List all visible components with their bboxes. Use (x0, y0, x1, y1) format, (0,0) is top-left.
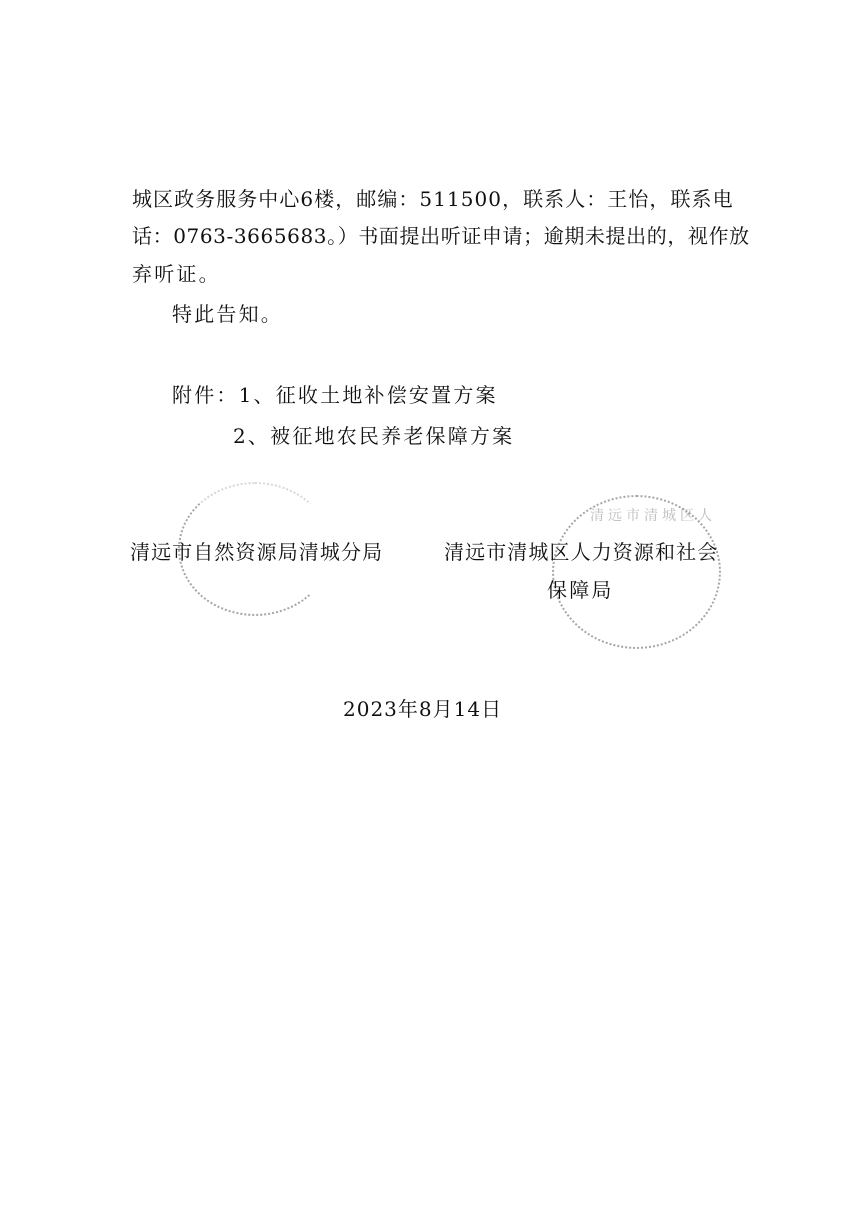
paragraph-line-1: 城区政务服务中心6楼，邮编：511500，联系人：王怡，联系电 (132, 187, 734, 211)
attachment-item-2: 2、被征地农民养老保障方案 (233, 424, 515, 448)
attachment-label: 附件： (172, 383, 239, 407)
closing-text: 特此告知。 (172, 302, 283, 326)
seal-arc-text: 清远市清城区人 (590, 508, 716, 524)
document-date: 2023年8月14日 (343, 697, 503, 721)
signatory-right-line-2: 保障局 (547, 578, 614, 602)
attachment-item-1-text: 1、征收土地补偿安置方案 (238, 383, 498, 407)
signatory-right-line-1: 清远市清城区人力资源和社会 (444, 540, 719, 564)
signatory-left: 清远市自然资源局清城分局 (130, 540, 384, 564)
paragraph-line-3: 弃听证。 (132, 262, 221, 286)
attachment-item-1 (172, 383, 498, 407)
paragraph-line-2: 话：0763-3665683。）书面提出听证申请；逾期未提出的，视作放 (132, 224, 750, 248)
official-seal-right (552, 495, 721, 649)
